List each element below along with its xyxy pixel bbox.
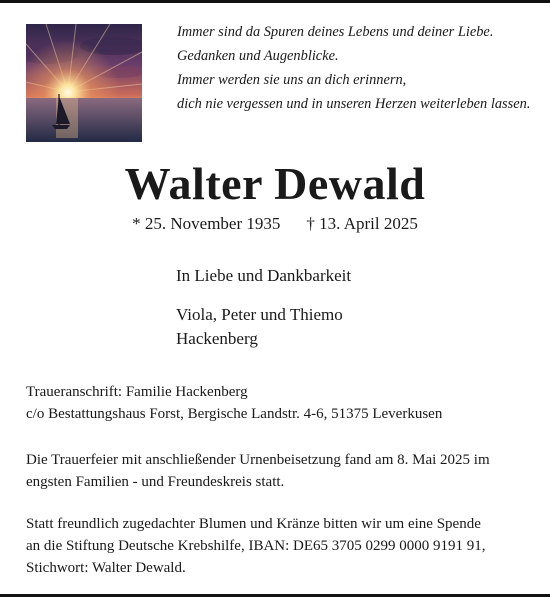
ceremony-line: Die Trauerfeier mit anschließender Urnenbeisetzung fand am 8. Mai 2025 im (26, 452, 490, 468)
mourning-family (176, 264, 351, 351)
poem-line: dich nie vergessen und in unseren Herzen weiterleben lassen. (177, 96, 531, 112)
birth-date: * 25. November 1935 (132, 214, 281, 233)
poem-line: Immer sind da Spuren deines Lebens und deiner Liebe. (177, 24, 494, 40)
life-dates (0, 211, 550, 237)
donation-line: an die Stiftung Deutsche Krebshilfe, IBAN: DE65 3705 0299 0000 9191 91, (26, 538, 486, 554)
funeral-ceremony-note (26, 449, 531, 493)
memorial-poem (177, 20, 537, 116)
family-surname: Hackenberg (176, 329, 258, 348)
top-border (0, 0, 550, 3)
donation-request (26, 513, 531, 579)
poem-line: Gedanken und Augenblicke. (177, 48, 339, 64)
mourning-address (26, 381, 531, 425)
family-names: Viola, Peter und Thiemo (176, 305, 343, 324)
address-line: Traueranschrift: Familie Hackenberg (26, 384, 248, 400)
death-date: † 13. April 2025 (306, 214, 418, 233)
donation-line: Stichwort: Walter Dewald. (26, 560, 186, 576)
poem-line: Immer werden sie uns an dich erinnern, (177, 72, 407, 88)
deceased-name: Walter Dewald (124, 158, 426, 209)
family-intro: In Liebe und Dankbarkeit (176, 266, 352, 285)
sunset-sailboat-photo (26, 24, 142, 142)
donation-line: Statt freundlich zugedachter Blumen und Kränze bitten wir um eine Spende (26, 516, 481, 532)
address-line: c/o Bestattungshaus Forst, Bergische Landstr. 4-6, 51375 Leverkusen (26, 406, 443, 422)
ceremony-line: engsten Familien - und Freundeskreis statt. (26, 474, 285, 490)
